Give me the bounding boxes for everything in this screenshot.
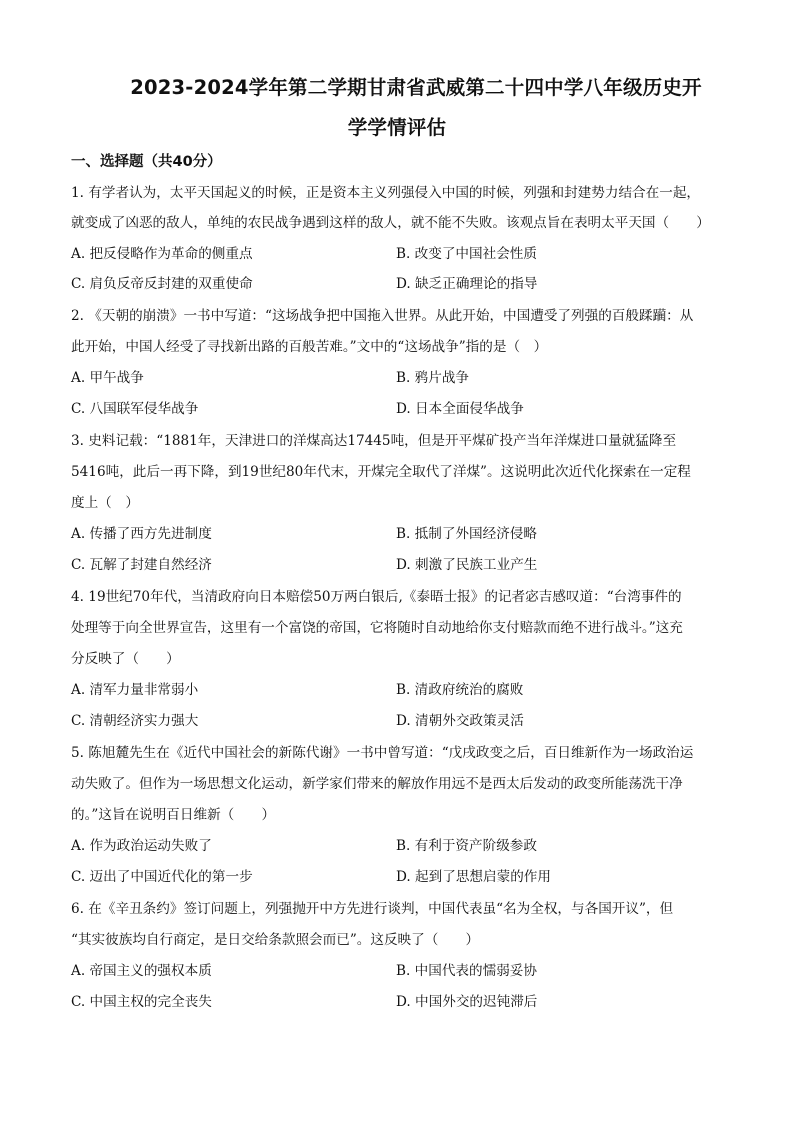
question-text-line: 动失败了。但作为一场思想文化运动，新学家们带来的解放作用远不是西太后发动的政变所能荡洗干净	[71, 776, 683, 792]
question-text-line: 此开始，中国人经受了寻找新出路的百般苦难。”文中的“这场战争”指的是（ ）	[71, 339, 548, 355]
option-d: D. 中国外交的迟钝滞后	[396, 994, 538, 1010]
option-c: C. 清朝经济实力强大	[71, 713, 199, 729]
option-c: C. 迈出了中国近代化的第一步	[71, 869, 253, 885]
exam-title-line-1: 2023-2024学年第二学期甘肃省武威第二十四中学八年级历史开	[130, 76, 702, 99]
question-text-line: 4. 19世纪70年代，当清政府向日本赔偿50万两白银后,《泰晤士报》的记者宓吉感叹道：“台湾事件的	[71, 589, 682, 605]
option-b: B. 改变了中国社会性质	[396, 246, 537, 262]
question-text-line: 处理等于向全世界宣告，这里有一个富饶的帝国，它将随时自动地给你支付赔款而绝不进行战斗。”这充	[71, 620, 683, 636]
question-text-line: 3. 史料记载：“1881年，天津进口的洋煤高达17445吨，但是开平煤矿投产当年洋煤进口量就猛降至	[71, 433, 677, 449]
option-b: B. 鸦片战争	[396, 370, 470, 386]
option-d: D. 缺乏正确理论的指导	[396, 276, 538, 292]
question-text-line: 的。”这旨在说明百日维新（ ）	[71, 807, 276, 823]
question-text-line: 6. 在《辛丑条约》签订问题上，列强抛开中方先进行谈判，中国代表虽“名为全权，与各国开议”，但	[71, 901, 674, 917]
option-d: D. 刺激了民族工业产生	[396, 557, 538, 573]
option-b: B. 清政府统治的腐败	[396, 682, 524, 698]
option-d: D. 清朝外交政策灵活	[396, 713, 524, 729]
option-d: D. 日本全面侵华战争	[396, 401, 524, 417]
option-c: C. 中国主权的完全丧失	[71, 994, 212, 1010]
question-text-line: “其实彼族均自行商定，是日交给条款照会而已”。这反映了（ ）	[71, 932, 480, 948]
question-text-line: 5416吨，此后一再下降，到19世纪80年代末，开煤完全取代了洋煤”。这说明此次近代化探索在一定程	[71, 464, 691, 480]
option-a: A. 清军力量非常弱小	[71, 682, 199, 698]
question-text-line: 就变成了凶恶的敌人，单纯的农民战争遇到这样的敌人，就不能不失败。该观点旨在表明太平天国（ ）	[71, 215, 710, 231]
question-text-line: 度上（ ）	[71, 495, 139, 511]
section-heading: 一、选择题（共40分）	[71, 154, 222, 170]
option-c: C. 瓦解了封建自然经济	[71, 557, 212, 573]
option-a: A. 传播了西方先进制度	[71, 526, 212, 542]
question-text-line: 2. 《天朝的崩溃》一书中写道：“这场战争把中国拖入世界。从此开始，中国遭受了列强的百般蹂躏：从	[71, 308, 694, 324]
exam-title-line-2: 学学情评估	[347, 116, 447, 139]
option-a: A. 帝国主义的强权本质	[71, 963, 212, 979]
option-b: B. 中国代表的懦弱妥协	[396, 963, 537, 979]
option-b: B. 有利于资产阶级参政	[396, 838, 537, 854]
option-d: D. 起到了思想启蒙的作用	[396, 869, 551, 885]
option-a: A. 甲午战争	[71, 370, 144, 386]
question-text-line: 5. 陈旭麓先生在《近代中国社会的新陈代谢》一书中曾写道：“戊戌政变之后，百日维新作为一场政治运	[71, 745, 694, 761]
question-text-line: 分反映了（ ）	[71, 651, 180, 667]
option-a: A. 把反侵略作为革命的侧重点	[71, 246, 253, 262]
option-c: C. 肩负反帝反封建的双重使命	[71, 276, 253, 292]
question-text-line: 1. 有学者认为，太平天国起义的时候，正是资本主义列强侵入中国的时候，列强和封建势力结合在一起，	[71, 185, 701, 201]
option-c: C. 八国联军侵华战争	[71, 401, 199, 417]
option-a: A. 作为政治运动失败了	[71, 838, 212, 854]
option-b: B. 抵制了外国经济侵略	[396, 526, 537, 542]
